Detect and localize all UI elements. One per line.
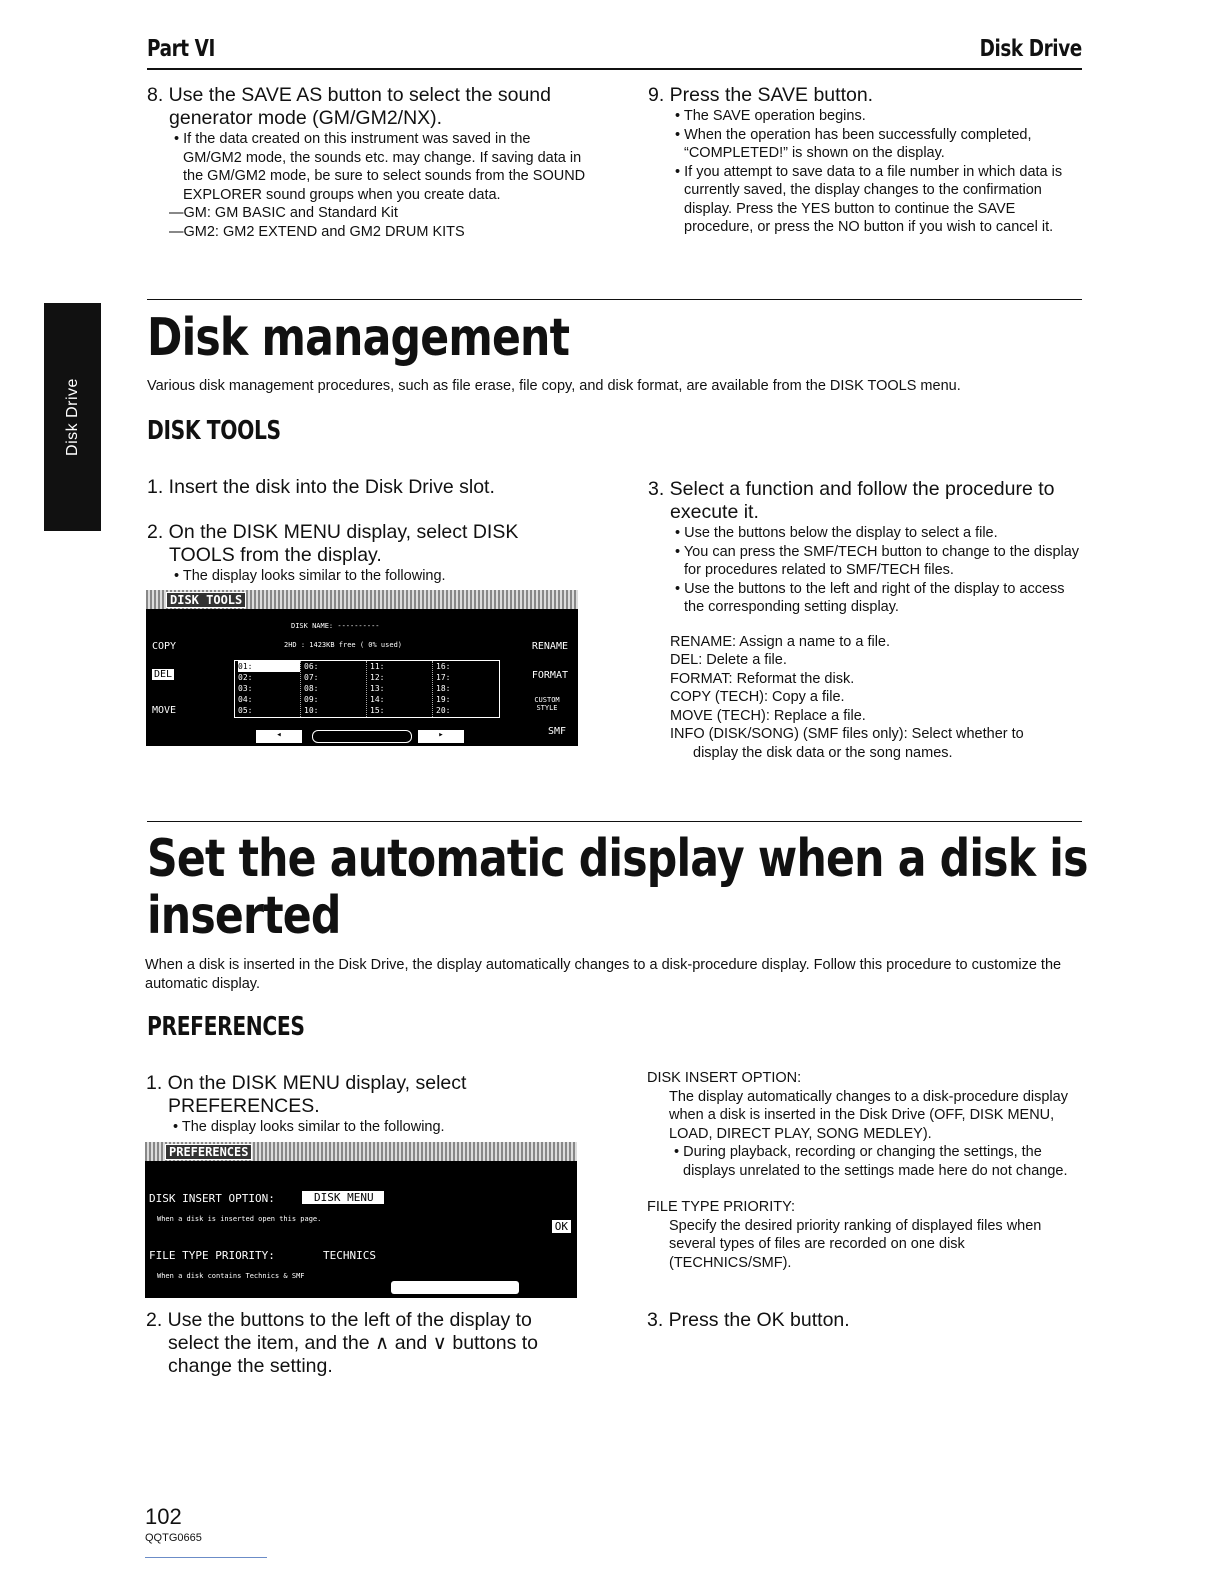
lcd-file-type-priority-value[interactable]: TECHNICS bbox=[323, 1249, 376, 1262]
preferences-subtitle: PREFERENCES bbox=[147, 1012, 305, 1042]
dt-step-3-bullet: • You can press the SMF/TECH button to change to the display for procedures related to SMF/TECH files. bbox=[670, 543, 1082, 580]
lcd-disk-info: 2HD : 1423KB free ( 0% used) bbox=[284, 641, 403, 649]
dt-step-3: 3. Select a function and follow the procedure to execute it. bbox=[648, 478, 1055, 523]
lcd-move-button[interactable]: MOVE bbox=[152, 705, 177, 716]
file-slot[interactable]: 19: bbox=[436, 695, 451, 704]
step-9-bullet: • The SAVE operation begins. bbox=[670, 107, 1082, 126]
lcd-ok-button[interactable]: OK bbox=[552, 1220, 571, 1233]
step-9-bullet: • When the operation has been successfully completed, “COMPLETED!” is shown on the display. bbox=[670, 126, 1082, 163]
function-item: DEL: Delete a file. bbox=[670, 652, 787, 668]
dt-step-3-bullet: • Use the buttons to the left and right of the display to access the corresponding setting display. bbox=[670, 580, 1082, 617]
file-slot[interactable]: 05: bbox=[238, 706, 253, 715]
auto-display-title-2: inserted bbox=[147, 886, 341, 946]
file-slot[interactable]: 10: bbox=[304, 706, 319, 715]
file-slot[interactable]: 16: bbox=[436, 662, 451, 671]
pref-step-1-bullet: • The display looks similar to the following. bbox=[168, 1118, 586, 1137]
lcd-title-bar bbox=[145, 1142, 577, 1161]
lcd-del-button[interactable]: DEL bbox=[154, 669, 173, 680]
file-slot[interactable]: 14: bbox=[370, 695, 385, 704]
page-number: 102 bbox=[145, 1504, 182, 1529]
pref-right bbox=[647, 1069, 1081, 1272]
disk-tools-subtitle: DISK TOOLS bbox=[147, 416, 281, 446]
file-slot[interactable]: 09: bbox=[304, 695, 319, 704]
lcd-copy-button[interactable]: COPY bbox=[152, 641, 177, 652]
pref-left bbox=[146, 1072, 586, 1137]
lcd-left-arrow-button[interactable]: ◂ bbox=[256, 730, 302, 743]
file-col bbox=[235, 661, 301, 717]
side-tab-label: Disk Drive bbox=[63, 378, 81, 456]
step-9 bbox=[648, 84, 1082, 237]
footer-rule bbox=[145, 1557, 267, 1558]
file-slot[interactable]: 06: bbox=[304, 662, 319, 671]
file-slot[interactable]: 04: bbox=[238, 695, 253, 704]
lcd-right-arrow-button[interactable]: ▸ bbox=[418, 730, 464, 743]
step-8-gm: —GM: GM BASIC and Standard Kit bbox=[169, 205, 398, 221]
lcd-disk-insert-option-desc: When a disk is inserted open this page. bbox=[157, 1215, 322, 1223]
file-col bbox=[367, 661, 433, 717]
pref-step-2: 2. Use the buttons to the left of the display to select the item, and the ∧ and ∨ buttons to change the setting. bbox=[146, 1309, 539, 1377]
step-8-title: 8. Use the SAVE AS button to select the sound generator mode (GM/GM2/NX). bbox=[147, 84, 551, 129]
file-slot[interactable]: 07: bbox=[304, 673, 319, 682]
lcd-file-grid bbox=[234, 660, 500, 718]
file-slot[interactable]: 18: bbox=[436, 684, 451, 693]
dio-bullet: • During playback, recording or changing the settings, the displays unrelated to the settings made here do not change. bbox=[669, 1143, 1081, 1180]
lcd-disk-name: DISK NAME: ---------- bbox=[291, 622, 380, 630]
section-rule bbox=[147, 821, 1082, 822]
file-slot[interactable]: 11: bbox=[370, 662, 385, 671]
ftp-heading: FILE TYPE PRIORITY: bbox=[647, 1199, 795, 1215]
header-rule bbox=[147, 68, 1082, 70]
step-8-bullet: • If the data created on this instrument was saved in the GM/GM2 mode, the sounds etc. may change. If saving data in the GM/GM2 mode, be sure to select sounds from the SOUND EXPLORER sound groups when you create data. bbox=[169, 130, 587, 204]
disk-management-intro: Various disk management procedures, such as file erase, file copy, and disk format, are available from the DISK TOOLS menu. bbox=[147, 378, 961, 394]
lcd-title-bar bbox=[146, 590, 578, 609]
section-label: Disk Drive bbox=[979, 36, 1082, 62]
disk-tools-right bbox=[648, 478, 1082, 762]
lcd-custom-style-button[interactable]: CUSTOM STYLE bbox=[534, 696, 560, 712]
lcd-title: PREFERENCES bbox=[165, 1144, 252, 1160]
lcd-smf-button[interactable]: SMF bbox=[547, 726, 566, 737]
function-item: COPY (TECH): Copy a file. bbox=[670, 689, 845, 705]
dt-step-3-bullet: • Use the buttons below the display to select a file. bbox=[670, 524, 1082, 543]
dio-text: The display automatically changes to a disk-procedure display when a disk is inserted in the Disk Drive (OFF, DISK MENU, LOAD, DIRECT PLAY, SONG MEDLEY). bbox=[669, 1088, 1068, 1142]
step-8-gm2: —GM2: GM2 EXTEND and GM2 DRUM KITS bbox=[169, 223, 465, 240]
ftp-text: Specify the desired priority ranking of displayed files when several types of files are recorded on one disk (TECHNICS/SMF). bbox=[669, 1217, 1042, 1271]
lcd-format-button[interactable]: FORMAT bbox=[531, 670, 568, 681]
file-slot[interactable]: 13: bbox=[370, 684, 385, 693]
disk-tools-left bbox=[147, 476, 587, 586]
function-list bbox=[670, 633, 1082, 763]
lcd-file-type-priority-desc: When a disk contains Technics & SMF bbox=[157, 1272, 305, 1280]
disk-tools-display bbox=[146, 590, 578, 746]
dt-step-2: 2. On the DISK MENU display, select DISK TOOLS from the display. bbox=[147, 521, 519, 566]
part-label: Part VI bbox=[147, 36, 215, 62]
function-item: MOVE (TECH): Replace a file. bbox=[670, 707, 866, 724]
file-slot[interactable]: 03: bbox=[238, 684, 253, 693]
step-9-bullet: • If you attempt to save data to a file number in which data is currently saved, the display changes to the confirmation display. Press the YES button to continue the SAVE procedure, or press the NO button if you wish to cancel it. bbox=[670, 163, 1082, 237]
auto-display-title-1: Set the automatic display when a disk is bbox=[147, 829, 1088, 889]
step-9-title: 9. Press the SAVE button. bbox=[648, 84, 874, 106]
dt-step-1: 1. Insert the disk into the Disk Drive slot. bbox=[147, 476, 495, 498]
lcd-value-slider[interactable] bbox=[391, 1281, 519, 1294]
lcd-disk-insert-option-label[interactable]: DISK INSERT OPTION: bbox=[149, 1192, 275, 1205]
section-rule bbox=[147, 299, 1082, 300]
side-tab bbox=[44, 303, 101, 531]
function-item: RENAME: Assign a name to a file. bbox=[670, 633, 891, 650]
lcd-file-type-priority-label[interactable]: FILE TYPE PRIORITY: bbox=[149, 1249, 275, 1262]
dt-step-2-bullet: • The display looks similar to the following. bbox=[169, 567, 587, 586]
lcd-disk-insert-option-value[interactable]: DISK MENU bbox=[302, 1191, 384, 1204]
lcd-slider[interactable] bbox=[312, 730, 412, 743]
function-item: INFO (DISK/SONG) (SMF files only): Select whether to bbox=[670, 726, 1024, 742]
disk-management-title: Disk management bbox=[147, 308, 570, 368]
file-slot[interactable]: 15: bbox=[370, 706, 385, 715]
preferences-display bbox=[145, 1142, 577, 1298]
lcd-title: DISK TOOLS bbox=[166, 592, 246, 608]
function-item: FORMAT: Reformat the disk. bbox=[670, 670, 855, 687]
dio-heading: DISK INSERT OPTION: bbox=[647, 1070, 802, 1086]
lcd-rename-button[interactable]: RENAME bbox=[531, 641, 568, 652]
file-slot[interactable]: 01: bbox=[238, 661, 300, 672]
file-slot[interactable]: 20: bbox=[436, 706, 451, 715]
file-col bbox=[301, 661, 367, 717]
function-item: display the disk data or the song names. bbox=[693, 744, 953, 761]
file-col bbox=[433, 661, 499, 717]
file-slot[interactable]: 08: bbox=[304, 684, 319, 693]
pref-step-1: 1. On the DISK MENU display, select PREFERENCES. bbox=[146, 1072, 467, 1117]
document-code: QQTG0665 bbox=[145, 1532, 202, 1544]
step-8 bbox=[147, 84, 587, 241]
file-slot[interactable]: 02: bbox=[238, 673, 253, 682]
file-slot[interactable]: 17: bbox=[436, 673, 451, 682]
auto-display-intro: When a disk is inserted in the Disk Drive, the display automatically changes to a disk-procedure display. Follow this procedure to customize the automatic display. bbox=[145, 957, 1062, 992]
file-slot[interactable]: 12: bbox=[370, 673, 385, 682]
pref-step-3: 3. Press the OK button. bbox=[647, 1309, 850, 1331]
